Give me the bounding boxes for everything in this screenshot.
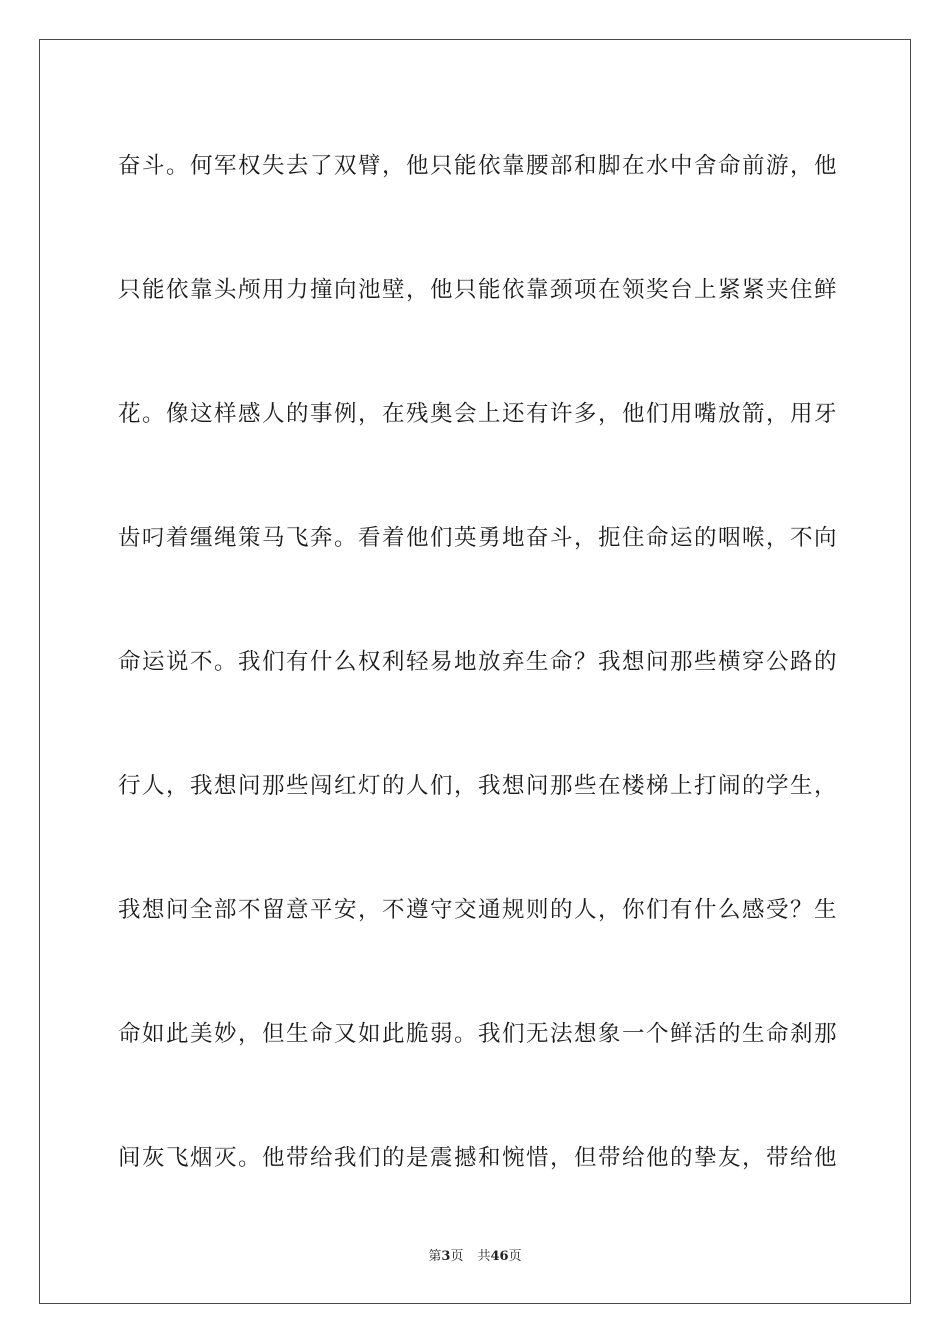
page-number: 3 bbox=[441, 1249, 451, 1264]
text-line: 花。像这样感人的事例，在残奥会上还有许多，他们用嘴放箭，用牙 bbox=[118, 401, 839, 427]
text-line: 齿叼着缰绳策马飞奔。看着他们英勇地奋斗，扼住命运的咽喉，不向 bbox=[118, 525, 839, 551]
total-pages: 46 bbox=[490, 1249, 509, 1264]
total-prefix: 共 bbox=[477, 1249, 491, 1264]
total-suffix: 页 bbox=[508, 1249, 522, 1264]
text-line: 奋斗。何军权失去了双臂，他只能依靠腰部和脚在水中舍命前游，他 bbox=[118, 153, 839, 179]
text-line: 命运说不。我们有什么权利轻易地放弃生命？我想问那些横穿公路的 bbox=[118, 649, 839, 675]
text-line: 我想问全部不留意平安，不遵守交通规则的人，你们有什么感受？生 bbox=[118, 897, 839, 923]
text-line: 间灰飞烟灭。他带给我们的是震撼和惋惜，但带给他的挚友，带给他 bbox=[118, 1145, 839, 1171]
text-line: 行人，我想问那些闯红灯的人们，我想问那些在楼梯上打闹的学生， bbox=[118, 773, 839, 799]
text-line: 命如此美妙，但生命又如此脆弱。我们无法想象一个鲜活的生命刹那 bbox=[118, 1021, 839, 1047]
page-prefix: 第 bbox=[428, 1249, 442, 1264]
text-line: 只能依靠头颅用力撞向池壁，他只能依靠颈项在领奖台上紧紧夹住鲜 bbox=[118, 277, 839, 303]
page-suffix: 页 bbox=[450, 1249, 464, 1264]
page-footer bbox=[0, 1248, 950, 1266]
